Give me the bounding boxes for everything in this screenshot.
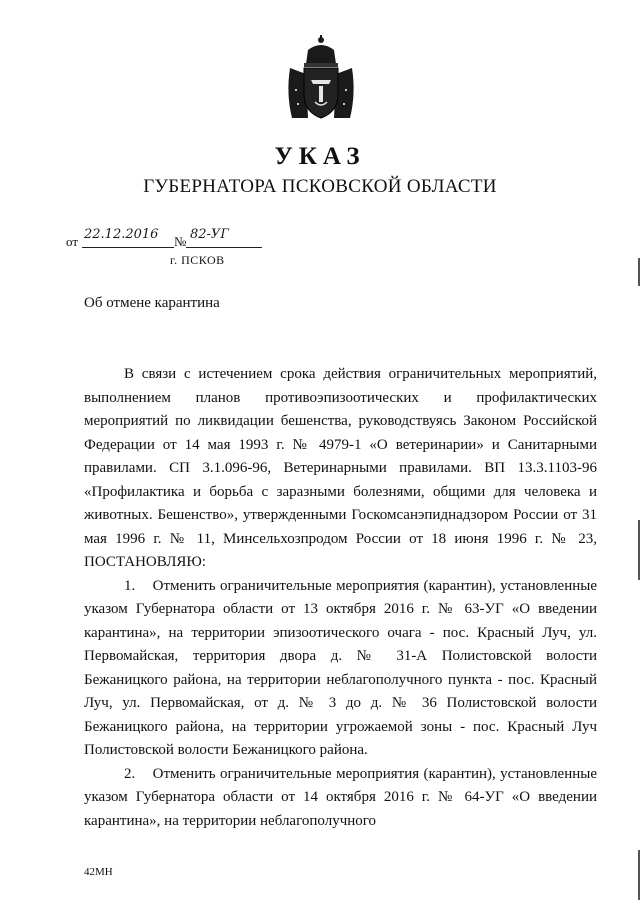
city-label: г. ПСКОВ [170, 253, 225, 267]
document-subject: Об отмене карантина [84, 295, 220, 311]
pskov-coat-of-arms-icon [284, 34, 358, 122]
clause-2-paragraph: 2. Отменить ограничительные мероприятия (карантин), установленные указом Губернатора области от 14 октября 2016 г. № 64-УГ «О введении карантина», на территории неблагополучного [84, 765, 597, 829]
clause-1-paragraph: 1. Отменить ограничительные мероприятия (карантин), установленные указом Губернатора области от 13 октября 2016 г. № 63-УГ «О введении карантина», на территории эпизоотического очага - пос. Красный Луч, ул. Первомайская, территория двора д. № 31-А Полистовской волости Бежаницкого района, на территории неблагополучного пункта - пос. Красный Луч, ул. Первомайская, от д. № 3 до д. № 36 Полистовской волости Бежаницкого района, на территории угрожаемой зоны - пос. Красный Луч Полистовской волости Бежаницкого района. [84, 577, 597, 758]
handwritten-date: 22.12.2016 [84, 227, 159, 242]
date-number-line [66, 228, 266, 250]
footer-code: 42МН [84, 866, 113, 878]
document-title: УКАЗ [274, 143, 366, 170]
date-prefix: от [66, 234, 79, 249]
number-prefix: № [174, 234, 187, 249]
number-underline [186, 247, 262, 248]
document-body [84, 363, 597, 833]
handwritten-number: 82-УГ [190, 227, 229, 242]
date-underline [82, 247, 174, 248]
document-subtitle: ГУБЕРНАТОРА ПСКОВСКОЙ ОБЛАСТИ [143, 176, 497, 197]
preamble-paragraph: В связи с истечением срока действия ограничительных мероприятий, выполнением планов противоэпизоотических и профилактических мероприятий по ликвидации бешенства, руководствуясь Законом Российской Федерации от 14 мая 1993 г. № 4979-1 «О ветеринарии» и Санитарными правилами. СП 3.1.096-96, Ветеринарными правилами. ВП 13.3.1103-96 «Профилактика и борьба с заразными болезнями, общими для человека и животных. Бешенство», утвержденными Госкомсанэпиднадзором России от 31 мая 1996 г. № 11, Минсельхозпродом России от 18 июня 1996 г. № 23, ПОСТАНОВЛЯЮ: [84, 366, 597, 570]
